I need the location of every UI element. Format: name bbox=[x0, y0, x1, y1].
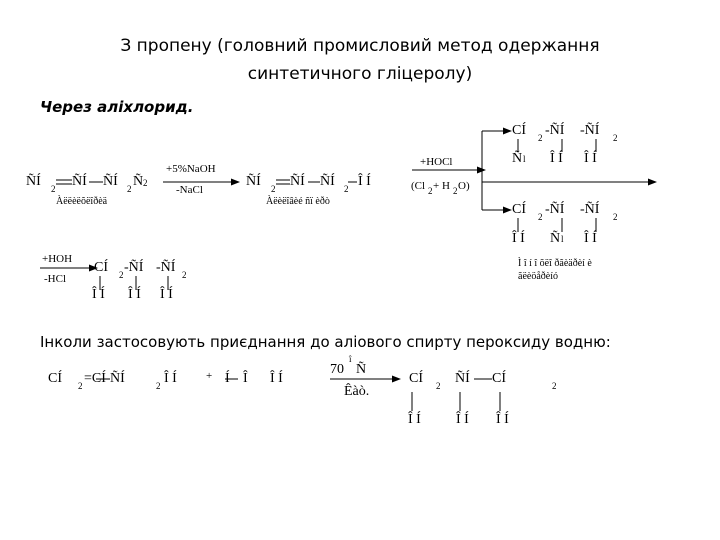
arrow-head bbox=[503, 207, 512, 214]
arrow-head bbox=[392, 376, 401, 383]
arrow-head bbox=[648, 179, 657, 186]
title-line-1: З пропену (головний промисловий метод одержання bbox=[120, 36, 600, 56]
allyl-chloride-name: Àëëèëõëîðèä bbox=[56, 196, 108, 207]
plus-sign: + bbox=[206, 370, 213, 382]
arrow-head bbox=[231, 179, 240, 186]
arrow-head bbox=[503, 128, 512, 135]
peroxide-note: Інколи застосовують приєднання до аліового спирту пероксиду водню: bbox=[40, 333, 611, 351]
method-subheading: Через аліхлорид. bbox=[40, 98, 194, 116]
allyl-alcohol-name: Àëèëîâèé ñï èðò bbox=[266, 196, 330, 207]
title-line-2: синтетичного гліцеролу) bbox=[247, 64, 473, 84]
